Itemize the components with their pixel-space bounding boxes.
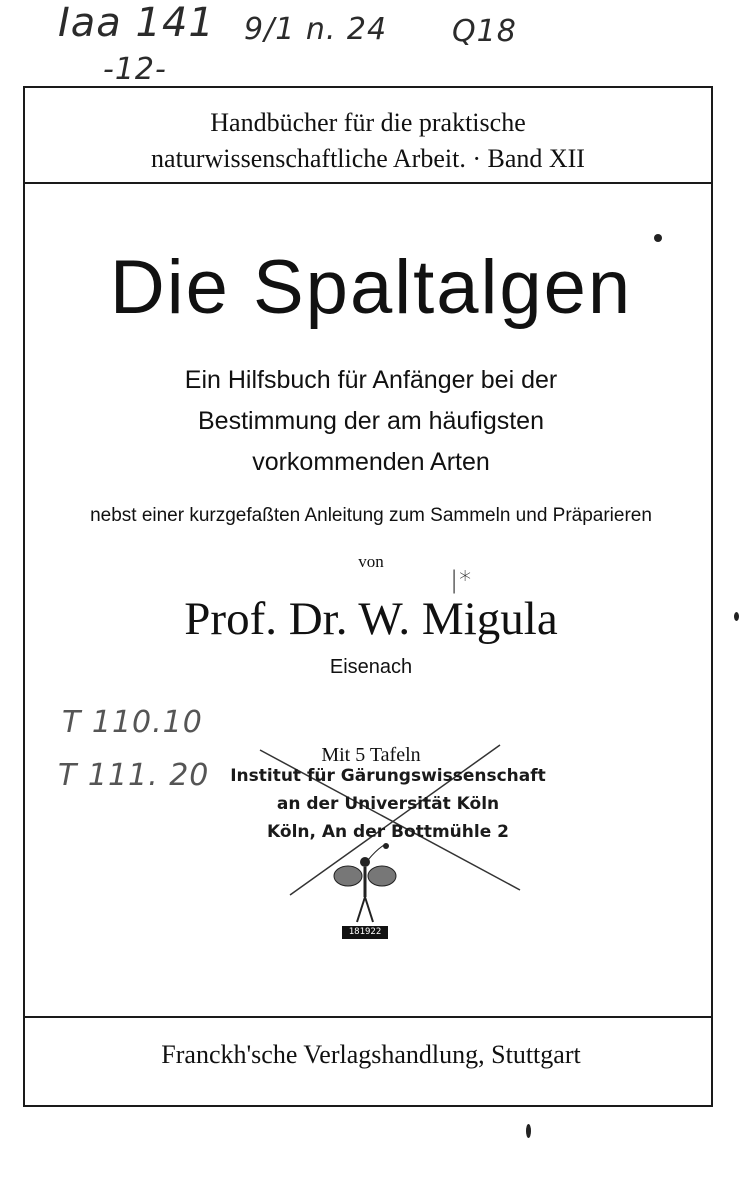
stamp-line-1: Institut für Gärungswissenschaft — [230, 766, 546, 786]
handwritten-reference: 9/1 n. 24 — [244, 12, 388, 47]
handwritten-number: -12- — [103, 52, 167, 87]
appendix-line: nebst einer kurzgefaßten Anleitung zum Sammeln und Präparieren — [90, 505, 652, 526]
handwritten-asterisk: |* — [450, 566, 473, 594]
stamp-line-2: an der Universität Köln — [276, 794, 500, 814]
author-name: Prof. Dr. W. Migula — [184, 593, 558, 645]
subtitle-line-1: Ein Hilfsbuch für Anfänger bei der — [184, 366, 558, 394]
publisher-line: Franckh'sche Verlagshandlung, Stuttgart — [161, 1040, 581, 1069]
series-title — [25, 105, 711, 177]
author-place: Eisenach — [329, 656, 413, 678]
library-stamp — [228, 762, 548, 846]
by-line: von — [358, 552, 384, 571]
series-line-1: Handbücher für die praktische — [210, 108, 526, 137]
scan-speck — [526, 1124, 531, 1138]
publisher-divider — [25, 1016, 711, 1018]
stamp-code: 181922 — [342, 926, 388, 939]
winged-figure-seal-icon — [330, 842, 400, 928]
handwritten-code: Q18 — [452, 14, 517, 49]
plates-note: Mit 5 Tafeln — [321, 744, 421, 766]
handwritten-note-1: T 110.10 — [62, 705, 203, 740]
series-line-2: naturwissenschaftliche Arbeit. · Band XII — [151, 144, 585, 173]
book-title: Die Spaltalgen — [109, 245, 633, 330]
subtitle-line-2: Bestimmung der am häufigsten — [197, 407, 544, 435]
scan-speck — [734, 612, 739, 621]
book-subtitle — [0, 360, 742, 483]
subtitle-line-3: vorkommenden Arten — [252, 448, 490, 476]
handwritten-note-2: T 111. 20 — [58, 758, 210, 793]
series-divider — [25, 182, 711, 184]
handwritten-shelfmark: Iaa 141 — [58, 0, 215, 46]
stamp-line-3: Köln, An der Bottmühle 2 — [267, 822, 509, 842]
scan-speck — [654, 234, 662, 242]
